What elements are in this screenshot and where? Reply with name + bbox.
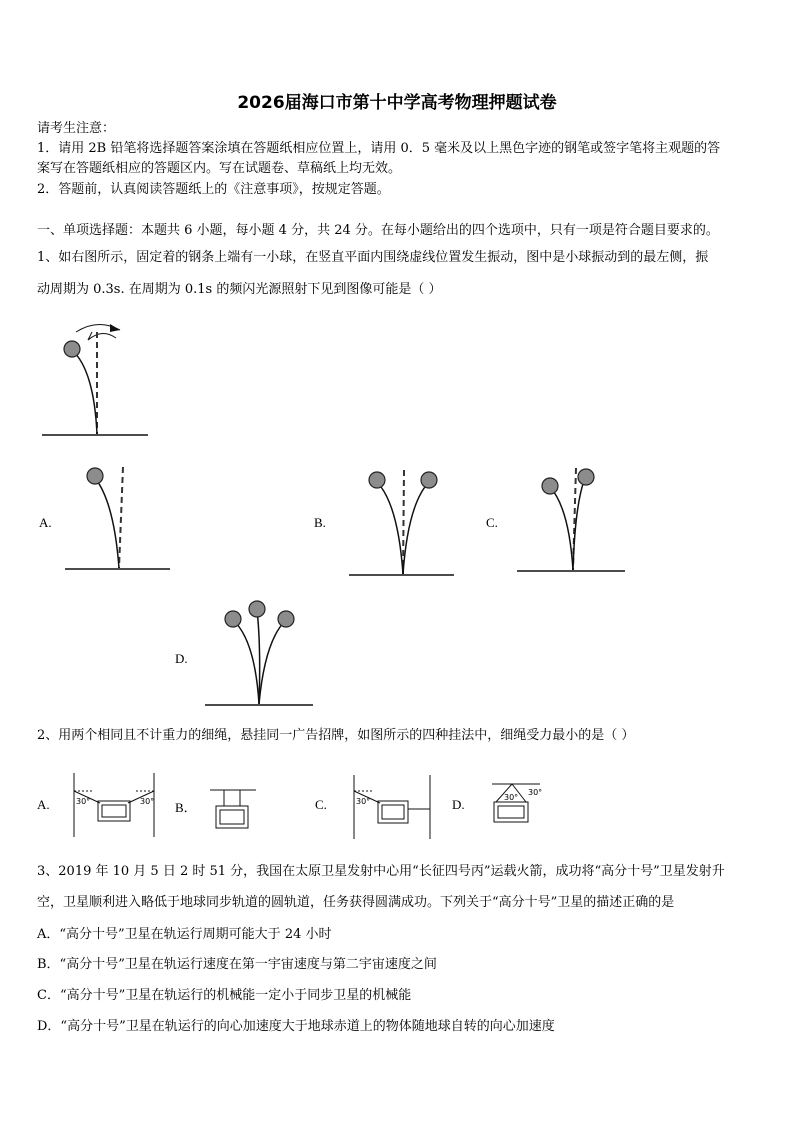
q1-text-line-1: 1、如右图所示，固定着的钢条上端有一小球，在竖直平面内围绕虚线位置发生振动，图中是小球振动到的最左侧，振 xyxy=(37,250,709,265)
steel-rod xyxy=(72,350,97,434)
q2-option-c-label: C. xyxy=(315,797,327,812)
notice-line-1b: 案写在答题纸相应的答题区内。写在试题卷、草稿纸上均无效。 xyxy=(37,161,402,176)
angle-label-left: 30° xyxy=(356,797,371,806)
q1-option-b-figure xyxy=(346,466,461,578)
q1-option-b-label: B. xyxy=(314,515,326,530)
q1-text-line-2: 动周期为 0.3s. 在周期为 0.1s 的频闪光源照射下见到图像可能是（ ） xyxy=(37,282,442,297)
q3-option-c: C．“高分十号”卫星在轨运行的机械能一定小于同步卫星的机械能 xyxy=(37,988,412,1003)
q2-option-a-label: A. xyxy=(37,797,50,812)
q3-text-line-1: 3、2019 年 10 月 5 日 2 时 51 分，我国在太原卫星发射中心用“长征四号丙”运载火箭，成功将“高分十号”卫星发射升 xyxy=(37,864,725,879)
ball xyxy=(64,341,80,357)
q1-option-c-label: C. xyxy=(486,515,498,530)
q2-option-b-figure xyxy=(210,786,260,834)
q2-option-a-figure xyxy=(70,773,160,839)
q1-option-d-label: D. xyxy=(175,651,188,666)
q3-option-d: D．“高分十号”卫星在轨运行的向心加速度大于地球赤道上的物体随地球自转的向心加速度 xyxy=(37,1019,555,1034)
q1-option-d-figure xyxy=(203,596,315,708)
q1-option-c-figure xyxy=(515,464,630,574)
angle-label-left: 30° xyxy=(504,793,519,802)
q2-text-line-1: 2、用两个相同且不计重力的细绳，悬挂同一广告招牌，如图所示的四种挂法中，细绳受力最小的是（ ） xyxy=(37,728,635,743)
q2-option-c-figure xyxy=(350,775,436,841)
notice-line-2: 2．答题前，认真阅读答题纸上的《注意事项》，按规定答题。 xyxy=(37,182,390,197)
q3-option-b: B．“高分十号”卫星在轨运行速度在第一宇宙速度与第二宇宙速度之间 xyxy=(37,957,437,972)
q1-main-figure xyxy=(40,312,160,442)
angle-label-right: 30° xyxy=(140,797,155,806)
q1-option-a-label: A. xyxy=(39,515,52,530)
notice-heading: 请考生注意： xyxy=(37,121,116,136)
q3-text-line-2: 空，卫星顺利进入略低于地球同步轨道的圆轨道，任务获得圆满成功。下列关于“高分十号”卫星的描述正确的是 xyxy=(37,895,675,910)
angle-label-right: 30° xyxy=(528,788,543,797)
section-heading: 一、单项选择题：本题共 6 小题，每小题 4 分，共 24 分。在每小题给出的四个选项中，只有一项是符合题目要求的。 xyxy=(37,223,719,238)
angle-label-left: 30° xyxy=(76,797,91,806)
notice-line-1: 1．请用 2B 铅笔将选择题答案涂填在答题纸相应位置上，请用 0．5 毫米及以上黑色字迹的钢笔或签字笔将主观题的答 xyxy=(37,141,721,156)
q2-option-b-label: B． xyxy=(175,800,197,815)
q1-option-a-figure xyxy=(62,462,177,572)
q2-option-d-label: D. xyxy=(452,797,465,812)
page-title: 2026届海口市第十中学高考物理押题试卷 xyxy=(237,93,557,113)
q2-option-d-figure xyxy=(486,780,546,826)
q3-option-a: A．“高分十号”卫星在轨运行周期可能大于 24 小时 xyxy=(37,927,332,942)
